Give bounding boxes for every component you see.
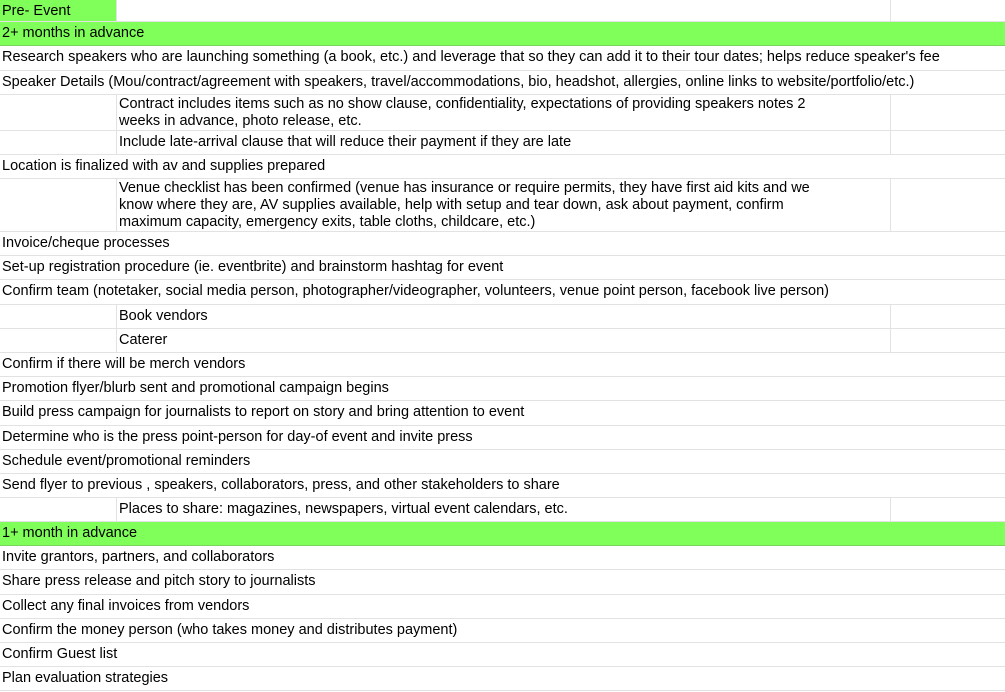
- item-text: Send flyer to previous , speakers, collaborators, press, and other stakeholders to share: [2, 477, 560, 493]
- section-title: Pre- Event: [2, 3, 71, 19]
- table-row: [0, 498, 1005, 522]
- cell[interactable]: [890, 401, 1005, 425]
- item-text: Plan evaluation strategies: [2, 670, 169, 686]
- cell[interactable]: [890, 377, 1005, 400]
- cell[interactable]: [890, 305, 1005, 328]
- cell[interactable]: [890, 619, 1005, 642]
- cell[interactable]: [890, 22, 1005, 45]
- table-row: [0, 426, 1005, 450]
- cell[interactable]: [0, 329, 116, 352]
- table-row: [0, 474, 1005, 498]
- cell[interactable]: [890, 0, 1005, 21]
- cell[interactable]: [890, 474, 1005, 497]
- item-text: Speaker Details (Mou/contract/agreement with speakers, travel/accommodations, bio, headshot, allergies, online links to website/portfolio/etc.): [2, 74, 915, 90]
- sub-item-text: Venue checklist has been confirmed (venue has insurance or require permits, they have first aid kits and we know where they are, AV supplies available, help with setup and tear down, ask about payment, confirm maximum capacity, emergency exits, table cloths, childcare, etc.): [119, 180, 810, 230]
- item-text: Set-up registration procedure (ie. eventbrite) and brainstorm hashtag for event: [2, 259, 504, 275]
- cell[interactable]: [0, 95, 116, 130]
- item-text: Build press campaign for journalists to report on story and bring attention to event: [2, 404, 525, 420]
- cell[interactable]: [116, 667, 890, 690]
- item-text: Share press release and pitch story to journalists: [2, 573, 316, 589]
- cell[interactable]: [890, 131, 1005, 154]
- cell[interactable]: [116, 232, 890, 255]
- cell[interactable]: [890, 179, 1005, 231]
- cell[interactable]: [0, 131, 116, 154]
- cell[interactable]: [890, 232, 1005, 255]
- sub-item-text: Contract includes items such as no show clause, confidentiality, expectations of providing speakers notes 2 weeks in advance, photo release, etc.: [119, 96, 806, 129]
- sub-item-text: Places to share: magazines, newspapers, virtual event calendars, etc.: [119, 501, 568, 517]
- table-row: [0, 71, 1005, 95]
- item-text: Confirm Guest list: [2, 646, 118, 662]
- item-text: Schedule event/promotional reminders: [2, 453, 251, 469]
- cell[interactable]: [890, 95, 1005, 130]
- sub-item-text: Caterer: [119, 332, 168, 348]
- item-text: Invoice/cheque processes: [2, 235, 170, 251]
- item-text: Promotion flyer/blurb sent and promotional campaign begins: [2, 380, 389, 396]
- sub-item-text: Book vendors: [119, 308, 208, 324]
- table-row: [0, 619, 1005, 643]
- table-row: [0, 450, 1005, 474]
- cell[interactable]: [116, 643, 890, 666]
- cell[interactable]: [890, 522, 1005, 545]
- cell[interactable]: [0, 179, 116, 231]
- table-row: [0, 353, 1005, 377]
- table-row: [0, 46, 1005, 71]
- item-text: Research speakers who are launching something (a book, etc.) and leverage that so they can add it to their tour dates; helps reduce speaker's fee: [2, 49, 940, 65]
- table-row: [0, 179, 1005, 232]
- cell[interactable]: [890, 353, 1005, 376]
- item-text: Invite grantors, partners, and collaborators: [2, 549, 275, 565]
- section-row: [0, 22, 1005, 46]
- table-row: [0, 667, 1005, 691]
- section-row: [0, 522, 1005, 546]
- table-row: [0, 280, 1005, 305]
- table-row: [0, 595, 1005, 619]
- cell[interactable]: [890, 570, 1005, 594]
- cell[interactable]: [890, 329, 1005, 352]
- table-row: [0, 256, 1005, 280]
- cell[interactable]: [890, 155, 1005, 178]
- cell[interactable]: [116, 22, 890, 45]
- cell[interactable]: [890, 643, 1005, 666]
- table-row: [0, 643, 1005, 667]
- table-row: [0, 401, 1005, 426]
- cell[interactable]: [0, 305, 116, 328]
- sub-item-text: Include late-arrival clause that will reduce their payment if they are late: [119, 134, 572, 150]
- table-row: [0, 305, 1005, 329]
- cell[interactable]: [116, 0, 890, 21]
- item-text: Collect any final invoices from vendors: [2, 598, 250, 614]
- cell[interactable]: [890, 498, 1005, 521]
- table-row: [0, 377, 1005, 401]
- table-row: [0, 570, 1005, 595]
- section-title: 1+ month in advance: [2, 525, 138, 541]
- item-text: Confirm if there will be merch vendors: [2, 356, 246, 372]
- cell[interactable]: [890, 595, 1005, 618]
- cell[interactable]: [890, 667, 1005, 690]
- cell[interactable]: [890, 256, 1005, 279]
- table-row: [0, 95, 1005, 131]
- cell[interactable]: [890, 546, 1005, 569]
- cell[interactable]: [890, 280, 1005, 304]
- header-row: [0, 0, 1005, 22]
- item-text: Confirm the money person (who takes money and distributes payment): [2, 622, 458, 638]
- section-title: 2+ months in advance: [2, 25, 145, 41]
- item-text: Confirm team (notetaker, social media person, photographer/videographer, volunteers, venue point person, facebook live person): [2, 283, 829, 299]
- table-row: [0, 546, 1005, 570]
- table-row: [0, 155, 1005, 179]
- table-row: [0, 329, 1005, 353]
- cell[interactable]: [116, 522, 890, 545]
- table-row: [0, 131, 1005, 155]
- cell[interactable]: [890, 450, 1005, 473]
- table-row: [0, 232, 1005, 256]
- cell[interactable]: [890, 426, 1005, 449]
- item-text: Determine who is the press point-person for day-of event and invite press: [2, 429, 473, 445]
- cell[interactable]: [0, 498, 116, 521]
- item-text: Location is finalized with av and supplies prepared: [2, 158, 326, 174]
